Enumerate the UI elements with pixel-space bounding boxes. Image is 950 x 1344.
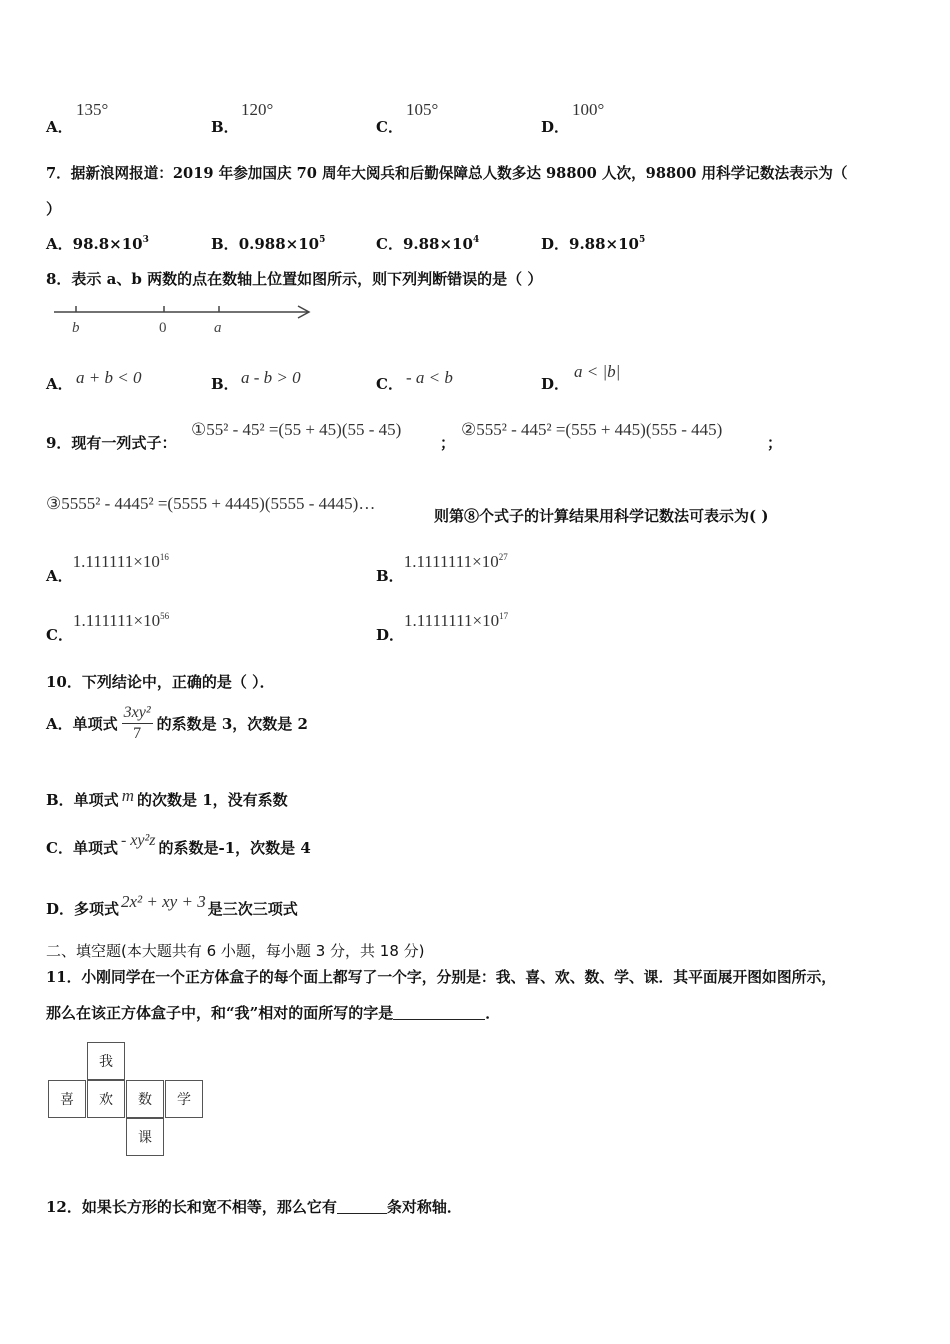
- q9-tail: 则第⑧个式子的计算结果用科学记数法可表示为( ): [434, 507, 769, 525]
- q9-option-d: D．$1.1111111\times 10^{17}$: [376, 611, 509, 644]
- q9-sep-1: ；: [440, 434, 456, 452]
- q12-answer-blank[interactable]: [337, 1199, 387, 1214]
- q6-option-c-letter: C．: [376, 118, 403, 136]
- fraction-3xy2-over-7: $\frac{\text{3xy²}}{7}$: [123, 704, 151, 742]
- q7-option-a: A．$98.8\times 10^3$: [46, 235, 149, 253]
- axis-label-b: b: [72, 320, 80, 336]
- net-face-wo: 我: [87, 1042, 125, 1080]
- q8-option-c-letter: C．: [376, 375, 403, 393]
- q10-stem: 10．下列结论中，正确的是（ ）．: [46, 673, 275, 691]
- q7-stem-line2: ）: [46, 200, 62, 218]
- q6-option-b-letter: B．: [211, 118, 239, 136]
- q9-option-b: B．$1.1111111\times 10^{27}$: [376, 552, 508, 585]
- q8-stem: 8．表示 a、b 两数的点在数轴上位置如图所示，则下列判断错误的是（ ）: [46, 270, 543, 288]
- net-face-shu: 数: [126, 1080, 164, 1118]
- q8-option-b-letter: B．: [211, 375, 239, 393]
- q8-option-d-letter: D．: [541, 375, 570, 393]
- axis-label-0: 0: [159, 320, 167, 336]
- cube-net-figure: [48, 1042, 208, 1162]
- section-2-heading: 二、填空题(本大题共有 6 小题，每小题 3 分，共 18 分): [46, 942, 425, 960]
- q10-option-c: C．单项式 - xy²z 的系数是-1，次数是 4: [46, 832, 311, 857]
- q7-stem-line1: 7．据新浪网报道：2019 年参加国庆 70 周年大阅兵和后勤保障总人数多达 98800 人次，98800 用科学记数法表示为（: [46, 165, 848, 182]
- q6-option-b-value: 120°: [241, 100, 274, 119]
- q6-option-d-letter: D．: [541, 118, 570, 136]
- q10-option-a: A．单项式 $\frac{\text{3xy²}}{7}$ 的系数是 3，次数是 2: [46, 704, 308, 742]
- net-face-huan: 欢: [87, 1080, 125, 1118]
- q12-stem: 12．如果长方形的长和宽不相等，那么它有 条对称轴．: [46, 1198, 462, 1216]
- q6-option-a-letter: A．: [46, 118, 73, 136]
- q10-option-b: B．单项式 m 的次数是 1，没有系数: [46, 786, 288, 809]
- net-face-xue: 学: [165, 1080, 203, 1118]
- net-face-xi: 喜: [48, 1080, 86, 1118]
- q8-option-d-expr: a < |b|: [574, 362, 621, 381]
- q7-option-d: D．$9.88\times 10^5$: [541, 235, 646, 253]
- q7-option-c: C．$9.88\times 10^4$: [376, 235, 480, 253]
- q11-stem-line2: 那么在该正方体盒子中，和“我”相对的面所写的字是 ．: [46, 1004, 501, 1022]
- q8-option-b-expr: a - b > 0: [241, 368, 301, 387]
- number-line-figure: [50, 300, 320, 336]
- q11-stem-line1: 11．小刚同学在一个正方体盒子的每个面上都写了一个字，分别是：我、喜、欢、数、学、课．其平面展开图如图所示，: [46, 969, 837, 986]
- q6-option-a-value: 135°: [76, 100, 109, 119]
- q6-option-d-value: 100°: [572, 100, 605, 119]
- q8-option-c-expr: - a < b: [406, 368, 453, 387]
- q10-option-d: D．多项式 2x² + xy + 3 是三次三项式: [46, 892, 298, 918]
- q7-option-b: B．$0.988\times 10^5$: [211, 235, 326, 253]
- q9-expr-3: ③5555² - 4445² =(5555 + 4445)(5555 - 4445)…: [46, 494, 376, 513]
- q8-option-a-letter: A．: [46, 375, 73, 393]
- q9-expr-1: ①55² - 45² =(55 + 45)(55 - 45): [191, 420, 402, 439]
- q9-option-c: C．$1.111111\times 10^{56}$: [46, 611, 170, 644]
- axis-label-a: a: [214, 320, 222, 336]
- q9-sep-2: ；: [767, 434, 783, 452]
- q6-option-c-value: 105°: [406, 100, 439, 119]
- q11-answer-blank[interactable]: [393, 1005, 485, 1020]
- q9-stem: 9．现有一列式子：: [46, 434, 177, 452]
- q9-option-a: A．$1.111111\times 10^{16}$: [46, 552, 169, 585]
- net-face-ke: 课: [126, 1118, 164, 1156]
- q8-option-a-expr: a + b < 0: [76, 368, 142, 387]
- q9-expr-2: ②555² - 445² =(555 + 445)(555 - 445): [461, 420, 723, 439]
